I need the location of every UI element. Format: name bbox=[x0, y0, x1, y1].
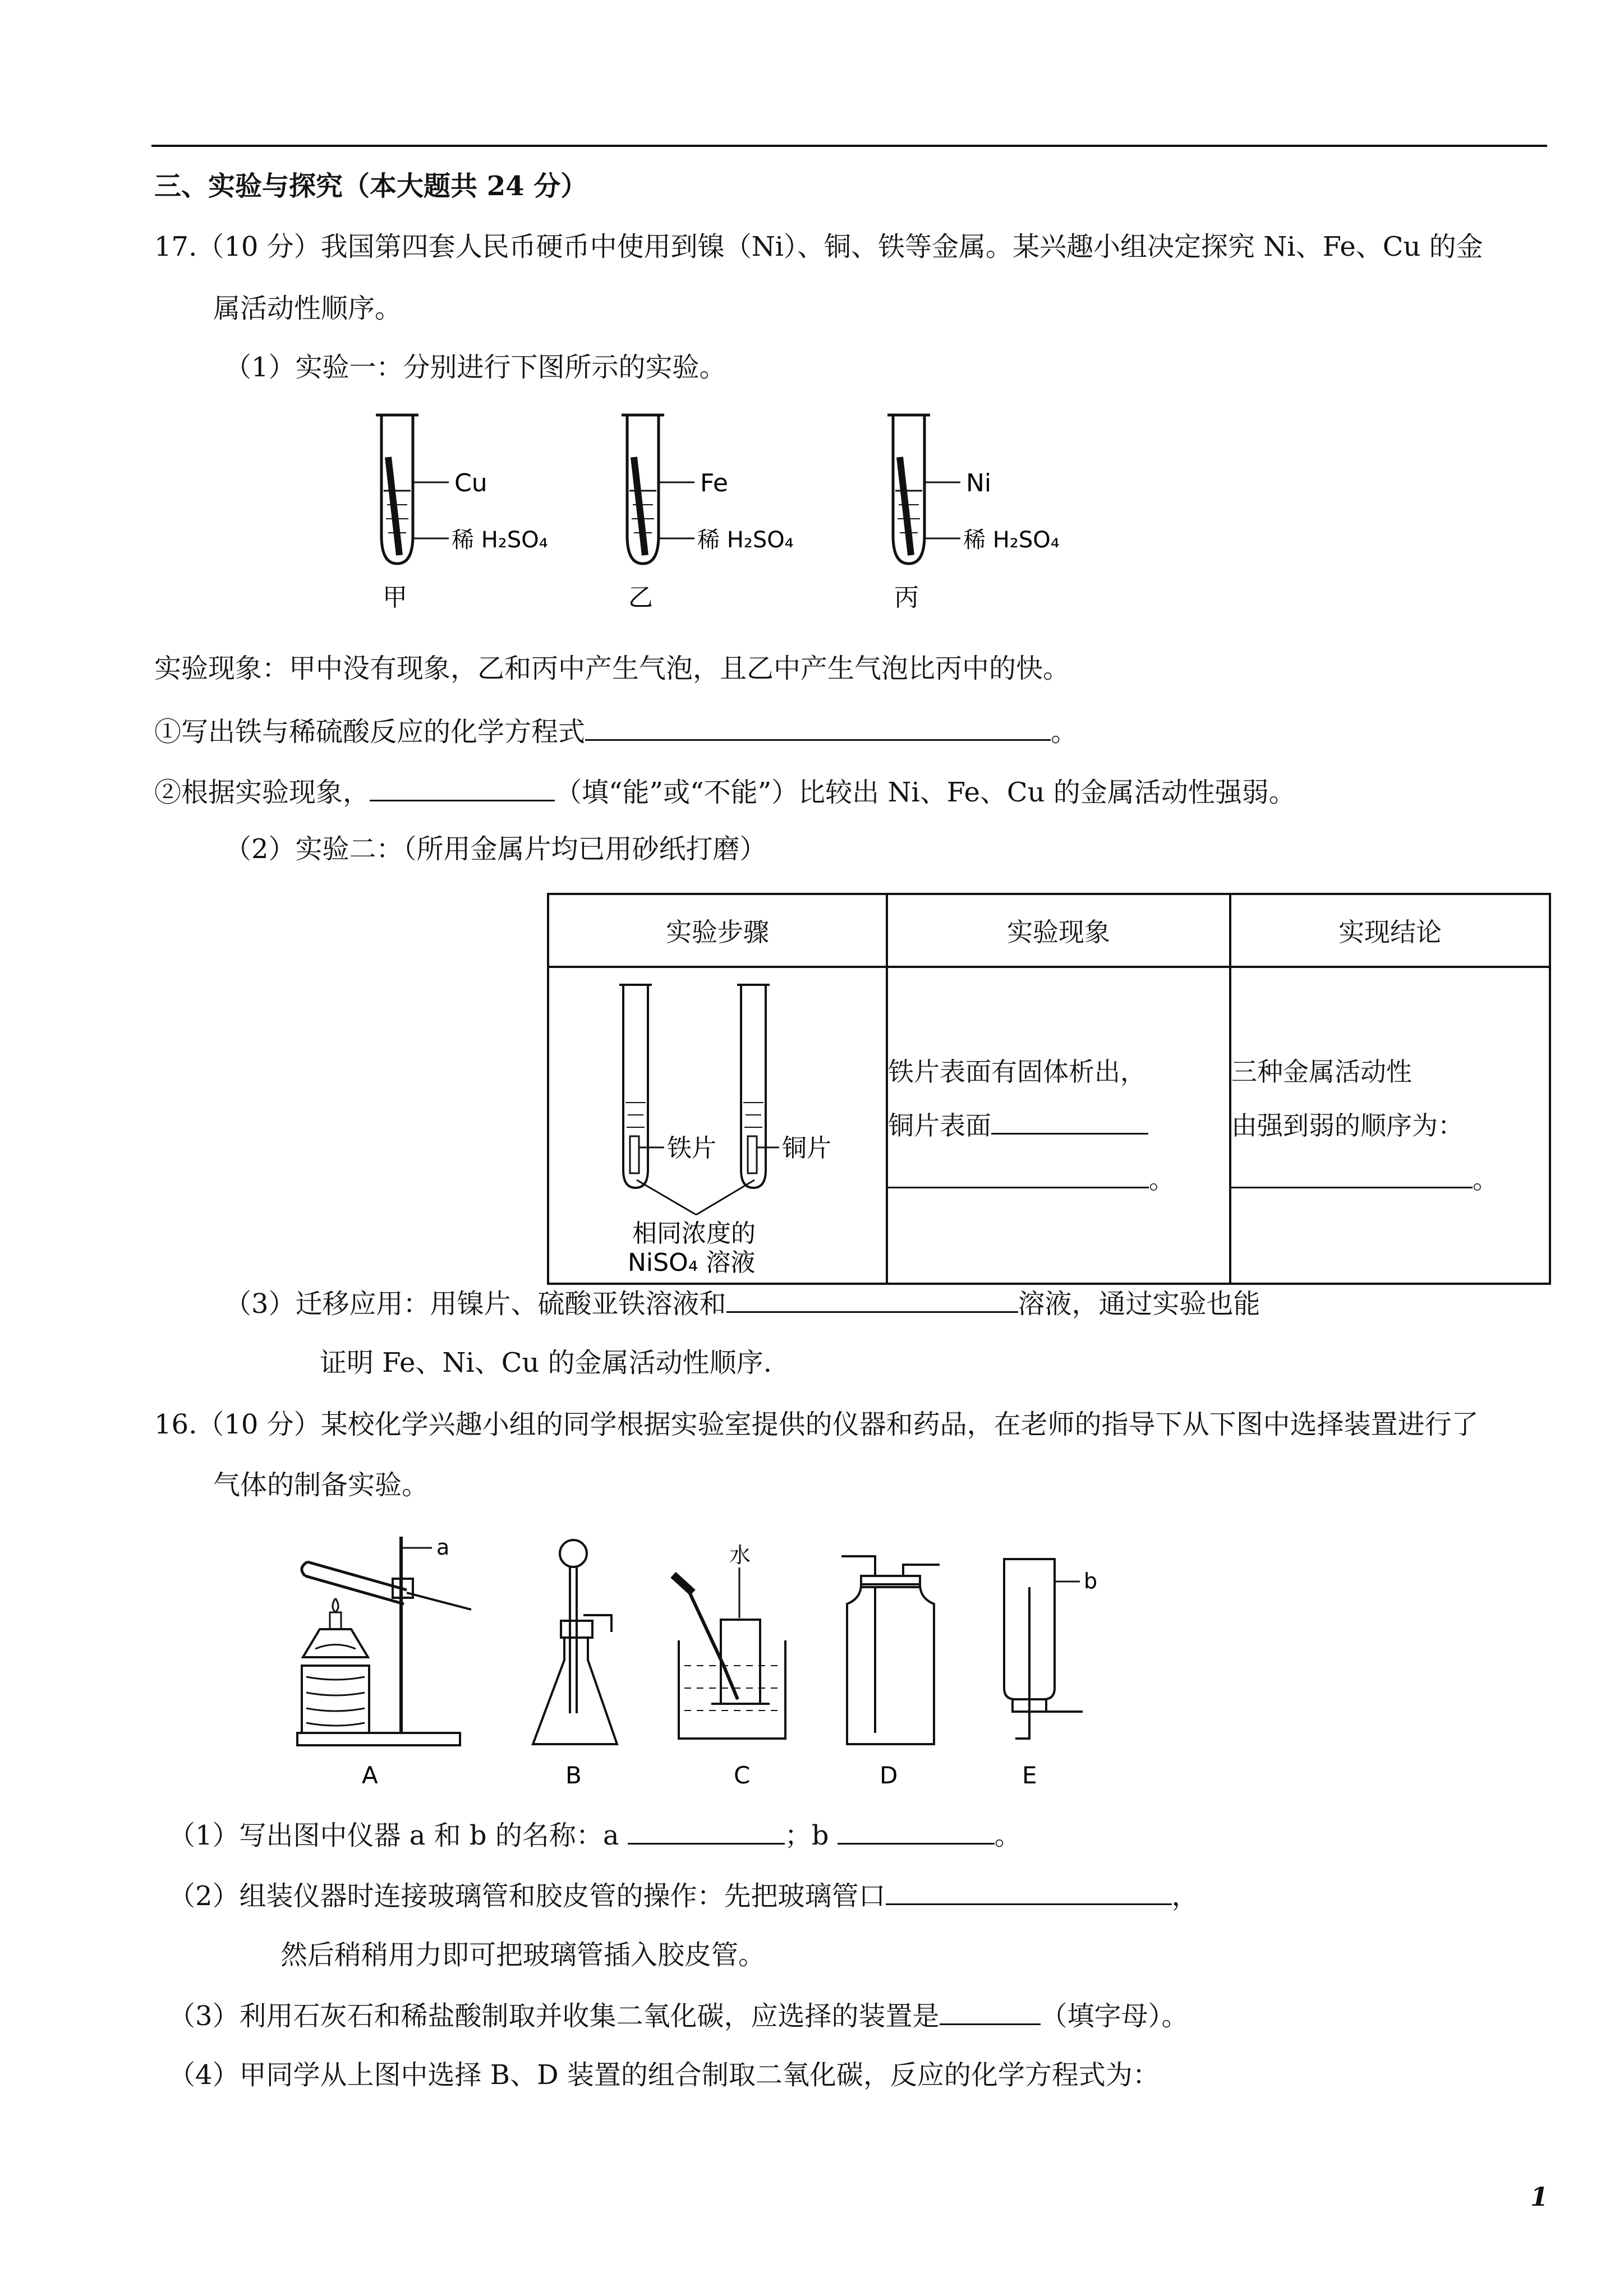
experiment-table bbox=[547, 893, 1551, 1285]
q17-part1-title: （1）实验一：分别进行下图所示的实验。 bbox=[224, 352, 726, 383]
instrument-a-blank[interactable] bbox=[628, 1817, 785, 1845]
phenomenon-period: 。 bbox=[1149, 1164, 1175, 1195]
p1-mid: ；b bbox=[784, 1820, 838, 1851]
copper-strip-label: 铜片 bbox=[782, 1134, 831, 1163]
apparatus-a bbox=[297, 1535, 471, 1789]
q17-question1 bbox=[154, 713, 1078, 749]
test-tube-jia bbox=[376, 415, 548, 612]
part3-suffix: 溶液，通过实验也能 bbox=[1018, 1288, 1260, 1320]
q16-stem-line1: 16.（10 分）某校化学兴趣小组的同学根据实验室提供的仪器和药品，在老师的指导下从下图中选择装置进行了 bbox=[154, 1409, 1479, 1440]
part3-prefix: （3）迁移应用：用镍片、硫酸亚铁溶液和 bbox=[224, 1288, 726, 1320]
tube-jia-label: 甲 bbox=[383, 583, 407, 612]
water-label: 水 bbox=[729, 1543, 751, 1567]
table-cell-steps bbox=[548, 967, 887, 1284]
test-tube-yi bbox=[622, 415, 794, 612]
solution-label-line1: 相同浓度的 bbox=[632, 1219, 756, 1248]
solution-label-line2: NiSO₄ 溶液 bbox=[628, 1248, 756, 1276]
p1-prefix: （1）写出图中仪器 a 和 b 的名称：a bbox=[168, 1820, 628, 1851]
phenomenon-line2: 铜片表面 bbox=[888, 1110, 991, 1141]
q17-stem-line2: 属活动性顺序。 bbox=[213, 293, 402, 324]
q17-part3-line2: 证明 Fe、Ni、Cu 的金属活动性顺序. bbox=[320, 1347, 772, 1378]
apparatus-label-d: D bbox=[880, 1762, 898, 1789]
q16-part4: （4）甲同学从上图中选择 B、D 装置的组合制取二氧化碳，反应的化学方程式为： bbox=[168, 2059, 1160, 2091]
phenomenon-line1: 铁片表面有固体析出， bbox=[888, 1056, 1146, 1087]
phenomenon-blank-2[interactable] bbox=[888, 1161, 1149, 1188]
q2-answer-blank[interactable] bbox=[370, 774, 555, 801]
apparatus-label-a: A bbox=[362, 1762, 378, 1789]
tube-yi-metal: Fe bbox=[700, 469, 728, 497]
p2-suffix: ， bbox=[1171, 1880, 1199, 1912]
apparatus-d bbox=[841, 1556, 940, 1789]
table-cell-phenomenon bbox=[887, 967, 1230, 1284]
tube-jia-acid: 稀 H₂SO₄ bbox=[452, 527, 548, 553]
p2-answer-blank[interactable] bbox=[886, 1878, 1172, 1905]
q1-suffix: 。 bbox=[1051, 716, 1078, 748]
q17-stem-line1: 17.（10 分）我国第四套人民币硬币中使用到镍（Ni）、铜、铁等金属。某兴趣小组决定探究 Ni、Fe、Cu 的金 bbox=[154, 231, 1483, 262]
q16-part2 bbox=[168, 1878, 1199, 1913]
conclusion-period: 。 bbox=[1473, 1164, 1498, 1195]
p2-prefix: （2）组装仪器时连接玻璃管和胶皮管的操作：先把玻璃管口 bbox=[168, 1880, 886, 1912]
apparatus-label-e: E bbox=[1022, 1762, 1037, 1789]
gas-apparatus-diagram bbox=[280, 1514, 1268, 1817]
tube-bing-metal: Ni bbox=[966, 469, 992, 497]
q17-part3 bbox=[224, 1285, 1260, 1321]
table-header-phenomenon: 实验现象 bbox=[887, 894, 1230, 967]
iron-strip-label: 铁片 bbox=[667, 1134, 716, 1163]
apparatus-e bbox=[1004, 1559, 1097, 1789]
q16-part3 bbox=[168, 1998, 1189, 2033]
test-tube-bing bbox=[887, 415, 1060, 612]
apparatus-c bbox=[673, 1543, 785, 1789]
q2-suffix: （填“能”或“不能”）比较出 Ni、Fe、Cu 的金属活动性强弱。 bbox=[555, 777, 1296, 808]
tube-yi-acid: 稀 H₂SO₄ bbox=[697, 527, 794, 553]
q17-part2-title: （2）实验二：（所用金属片均已用砂纸打磨） bbox=[224, 833, 767, 865]
table-cell-conclusion bbox=[1230, 967, 1550, 1284]
apparatus-label-b: B bbox=[565, 1762, 582, 1789]
table-header-steps: 实验步骤 bbox=[548, 894, 887, 967]
p3-prefix: （3）利用石灰石和稀盐酸制取并收集二氧化碳，应选择的装置是 bbox=[168, 2000, 940, 2032]
p3-suffix: （填字母）。 bbox=[1040, 2000, 1189, 2032]
phenomenon-blank-1[interactable] bbox=[991, 1107, 1148, 1135]
q16-stem-line2: 气体的制备实验。 bbox=[213, 1469, 429, 1501]
conclusion-blank[interactable] bbox=[1231, 1161, 1473, 1188]
conclusion-line2: 由强到弱的顺序为： bbox=[1231, 1110, 1464, 1141]
page-number: 1 bbox=[1530, 2182, 1549, 2212]
label-a: a bbox=[436, 1535, 450, 1560]
apparatus-label-c: C bbox=[734, 1762, 751, 1789]
q16-part1 bbox=[168, 1817, 1022, 1852]
tube-jia-metal: Cu bbox=[454, 469, 487, 497]
tube-bing-acid: 稀 H₂SO₄ bbox=[963, 527, 1060, 553]
q1-answer-blank[interactable] bbox=[585, 713, 1051, 741]
tube-yi-label: 乙 bbox=[628, 583, 653, 612]
instrument-b-blank[interactable] bbox=[838, 1817, 995, 1845]
p1-suffix: 。 bbox=[994, 1820, 1022, 1851]
q1-prefix: ①写出铁与稀硫酸反应的化学方程式 bbox=[154, 716, 586, 748]
test-tubes-diagram bbox=[359, 409, 1105, 623]
part3-answer-blank[interactable] bbox=[726, 1285, 1018, 1313]
apparatus-b bbox=[533, 1540, 617, 1789]
metal-strip-diagram bbox=[549, 968, 886, 1276]
q16-part2-line2: 然后稍稍用力即可把玻璃管插入胶皮管。 bbox=[280, 1939, 766, 1971]
q17-phenomenon: 实验现象：甲中没有现象，乙和丙中产生气泡，且乙中产生气泡比丙中的快。 bbox=[154, 653, 1070, 684]
q17-question2 bbox=[154, 774, 1296, 809]
conclusion-line1: 三种金属活动性 bbox=[1231, 1056, 1412, 1087]
header-rule bbox=[151, 145, 1547, 147]
tube-bing-label: 丙 bbox=[894, 583, 919, 612]
label-b: b bbox=[1084, 1569, 1098, 1593]
q2-prefix: ②根据实验现象， bbox=[154, 777, 370, 808]
table-header-conclusion: 实现结论 bbox=[1230, 894, 1550, 967]
p3-answer-blank[interactable] bbox=[940, 1998, 1041, 2025]
section-title: 三、实验与探究（本大题共 24 分） bbox=[154, 170, 588, 202]
